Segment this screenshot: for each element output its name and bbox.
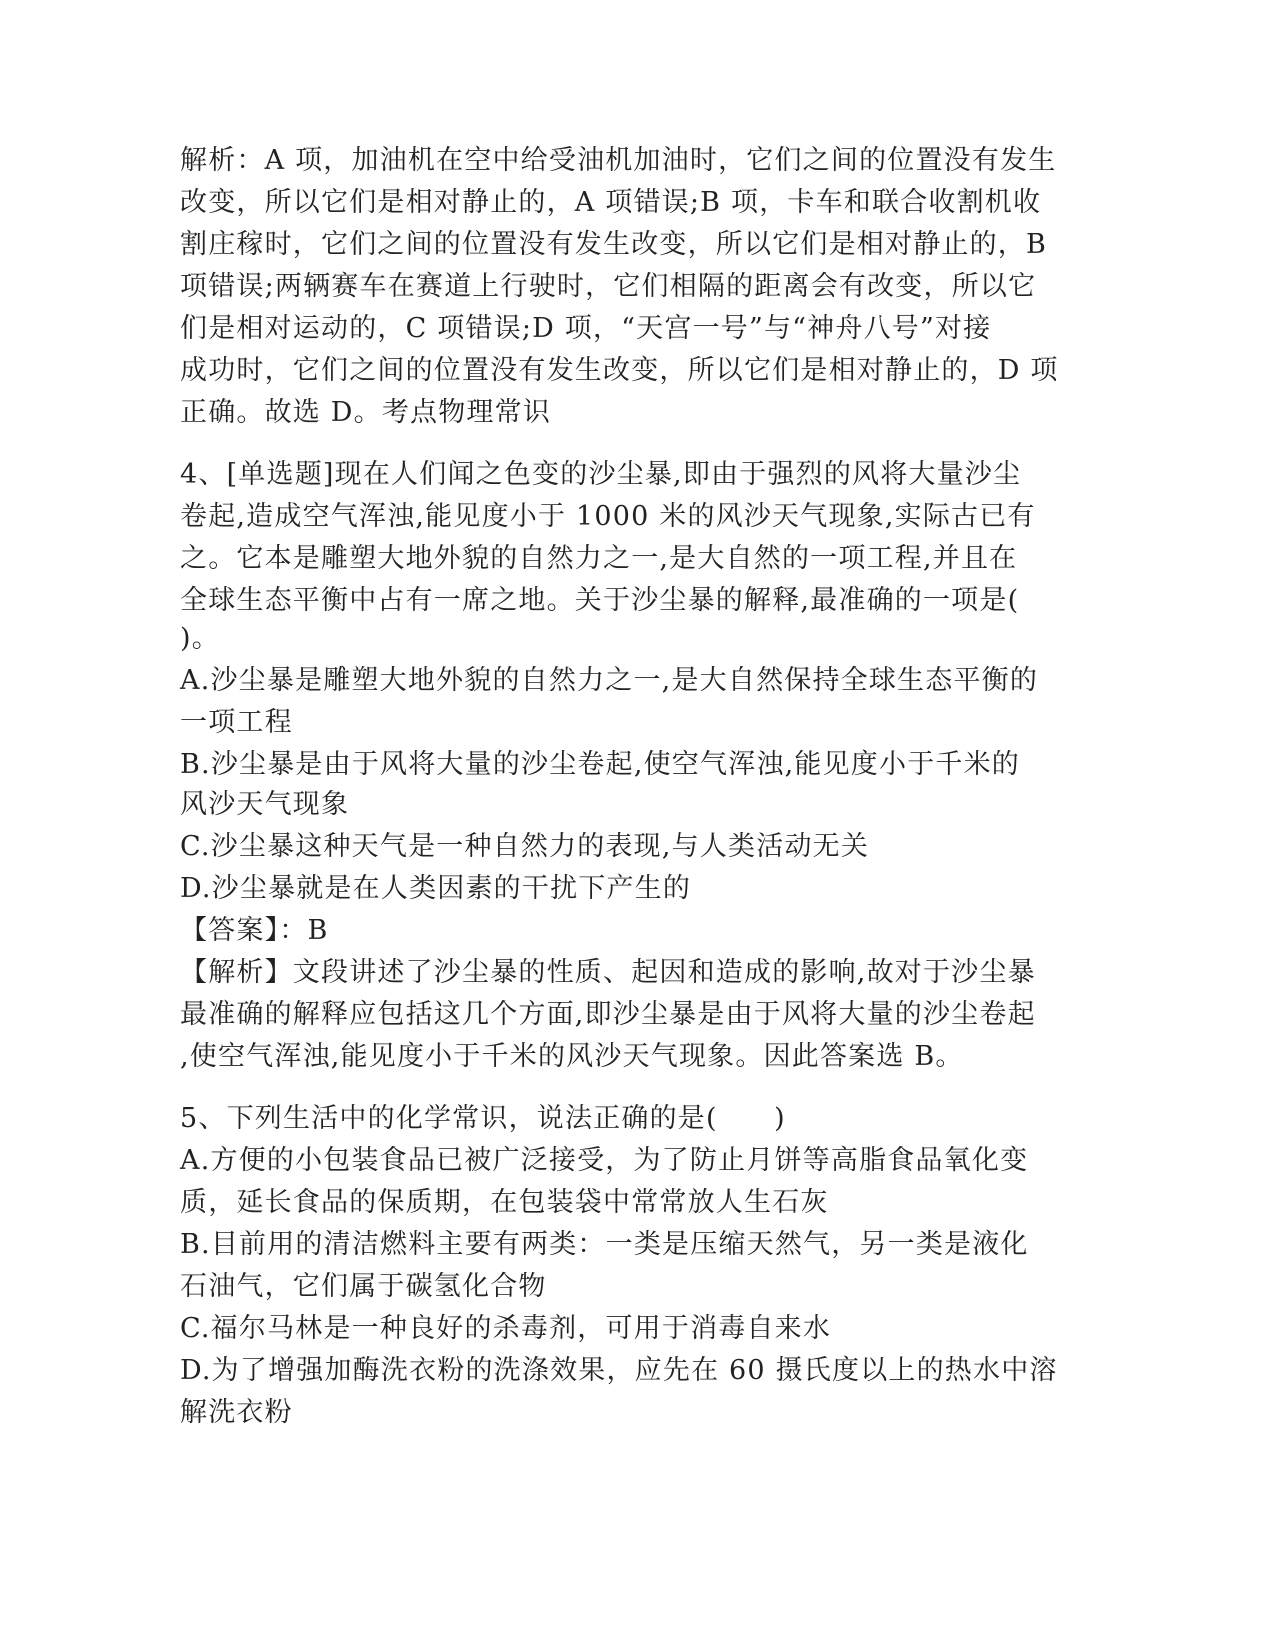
question-stem-line: 之。它本是雕塑大地外貌的自然力之一,是大自然的一项工程,并且在 xyxy=(180,543,1018,574)
question-stem-line: 卷起,造成空气浑浊,能见度小于 1000 米的风沙天气现象,实际古已有 xyxy=(180,501,1036,532)
question-stem-line: 全球生态平衡中占有一席之地。关于沙尘暴的解释,最准确的一项是( xyxy=(180,585,1020,616)
analysis-line: ,使空气浑浊,能见度小于千米的风沙天气现象。因此答案选 B。 xyxy=(180,1041,964,1072)
text-line: 成功时，它们之间的位置没有发生改变，所以它们是相对静止的，D 项 xyxy=(180,355,1059,386)
analysis-line: 【解析】文段讲述了沙尘暴的性质、起因和造成的影响,故对于沙尘暴 xyxy=(180,957,1036,988)
question-stem-line: )。 xyxy=(180,623,220,654)
option-d: D.沙尘暴就是在人类因素的干扰下产生的 xyxy=(180,873,692,904)
option-a: 质，延长食品的保质期，在包装袋中常常放人生石灰 xyxy=(180,1187,829,1218)
text-line: 割庄稼时，它们之间的位置没有发生改变，所以它们是相对静止的，B xyxy=(180,229,1048,260)
option-a: 一项工程 xyxy=(180,707,293,738)
text-line: 改变，所以它们是相对静止的，A 项错误;B 项，卡车和联合收割机收 xyxy=(180,187,1042,218)
option-c: C.沙尘暴这种天气是一种自然力的表现,与人类活动无关 xyxy=(180,831,870,862)
text-line: 解析：A 项，加油机在空中给受油机加油时，它们之间的位置没有发生 xyxy=(180,145,1057,176)
option-b: 风沙天气现象 xyxy=(180,789,350,820)
question-stem-line: 5、下列生活中的化学常识，说法正确的是( ) xyxy=(180,1103,786,1134)
option-a: A.方便的小包装食品已被广泛接受，为了防止月饼等高脂食品氧化变 xyxy=(180,1145,1029,1176)
analysis-line: 最准确的解释应包括这几个方面,即沙尘暴是由于风将大量的沙尘卷起 xyxy=(180,999,1036,1030)
option-a: A.沙尘暴是雕塑大地外貌的自然力之一,是大自然保持全球生态平衡的 xyxy=(180,665,1039,696)
answer-line: 【答案】：B xyxy=(180,915,329,946)
option-d: D.为了增强加酶洗衣粉的洗涤效果，应先在 60 摄氏度以上的热水中溶 xyxy=(180,1355,1058,1386)
text-line: 们是相对运动的，C 项错误;D 项，“天宫一号”与“神舟八号”对接 xyxy=(180,313,992,344)
option-d: 解洗衣粉 xyxy=(180,1397,293,1428)
text-line: 项错误;两辆赛车在赛道上行驶时，它们相隔的距离会有改变，所以它 xyxy=(180,271,1037,302)
question-stem-line: 4、[单选题]现在人们闻之色变的沙尘暴,即由于强烈的风将大量沙尘 xyxy=(180,459,1022,490)
option-b: B.沙尘暴是由于风将大量的沙尘卷起,使空气浑浊,能见度小于千米的 xyxy=(180,749,1020,780)
document-page xyxy=(180,0,1059,1650)
option-b: B.目前用的清洁燃料主要有两类：一类是压缩天然气，另一类是液化 xyxy=(180,1229,1029,1260)
option-c: C.福尔马林是一种良好的杀毒剂，可用于消毒自来水 xyxy=(180,1313,832,1344)
text-line: 正确。故选 D。考点物理常识 xyxy=(180,397,552,428)
option-b: 石油气，它们属于碳氢化合物 xyxy=(180,1271,547,1302)
